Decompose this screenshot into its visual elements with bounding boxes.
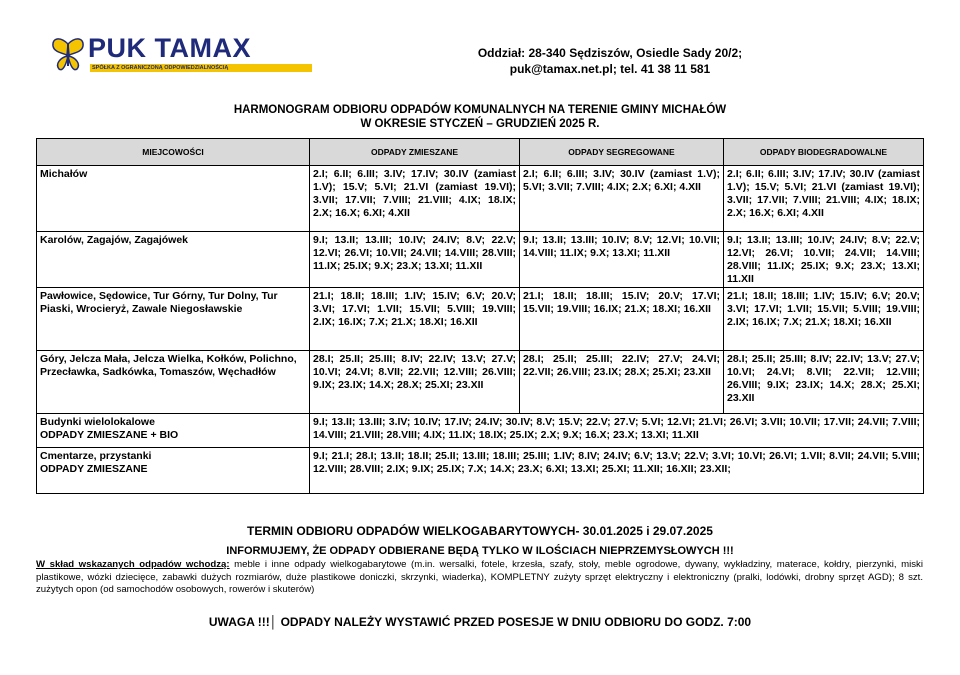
contact-address: Oddział: 28-340 Sędziszów, Osiedle Sady 20/2; <box>477 46 743 60</box>
segregated-dates-cell: 9.I; 13.II; 13.III; 10.IV; 8.V; 12.VI; 10.VII; 14.VIII; 11.IX; 9.X; 13.XI; 11.XII <box>520 232 724 288</box>
company-logo <box>50 33 312 74</box>
table-row <box>37 232 924 288</box>
bulky-waste-note: TERMIN ODBIORU ODPADÓW WIELKOGABARYTOWYCH- 30.01.2025 i 29.07.2025 <box>247 524 713 538</box>
place-name: Budynki wielolokalowe <box>40 416 155 428</box>
warning-note: UWAGA !!!│ ODPADY NALEŻY WYSTAWIĆ PRZED POSESJE W DNIU ODBIORU DO GODZ. 7:00 <box>208 615 752 629</box>
header-mixed: ODPADY ZMIESZANE <box>310 139 520 166</box>
contact-info <box>400 45 820 77</box>
mixed-dates-cell: 9.I; 13.II; 13.III; 10.IV; 24.IV; 8.V; 22.V; 12.VI; 26.VI; 10.VII; 24.VII; 14.VIII; 28.VIII; 11.IX; 25.IX; 9.X; 23.X; 13.XI; 11.XII <box>310 232 520 288</box>
table-header-row <box>37 139 924 166</box>
place-cell <box>37 414 310 448</box>
table-row <box>37 448 924 494</box>
segregated-dates-cell: 21.I; 18.II; 18.III; 15.IV; 20.V; 17.VI; 15.VII; 19.VIII; 16.IX; 21.X; 18.XI; 16.XII <box>520 288 724 351</box>
bio-dates-cell: 21.I; 18.II; 18.III; 1.IV; 15.IV; 6.V; 20.V; 3.VI; 17.VI; 1.VII; 15.VII; 5.VIII; 19.VIII; 2.IX; 16.IX; 7.X; 21.X; 18.XI; 16.XII <box>724 288 924 351</box>
info-note: INFORMUJEMY, ŻE ODPADY ODBIERANE BĘDĄ TYLKO W ILOŚCIACH NIEPRZEMYSŁOWYCH !!! <box>226 545 734 557</box>
table-row <box>37 166 924 232</box>
logo-text: PUK TAMAX <box>88 33 251 63</box>
waste-type-label: ODPADY ZMIESZANE <box>40 463 148 475</box>
place-cell: Karolów, Zagajów, Zagajówek <box>37 232 310 288</box>
header-segregated: ODPADY SEGREGOWANE <box>520 139 724 166</box>
waste-type-label: ODPADY ZMIESZANE + BIO <box>40 429 179 441</box>
place-cell <box>37 448 310 494</box>
bio-dates-cell: 9.I; 13.II; 13.III; 10.IV; 24.IV; 8.V; 22.V; 12.VI; 26.VI; 10.VII; 24.VII; 14.VIII; 28.VIII; 11.IX; 25.IX; 9.X; 23.X; 13.XI; 11.XII <box>724 232 924 288</box>
composition-note <box>36 559 923 597</box>
place-cell: Góry, Jelcza Mała, Jelcza Wielka, Kołków, Polichno, Przecławka, Sadkówka, Tomaszów, Węchadłów <box>37 351 310 414</box>
mixed-dates-cell: 2.I; 6.II; 6.III; 3.IV; 17.IV; 30.IV (zamiast 1.V); 15.V; 5.VI; 21.VI (zamiast 19.VI); 3.VII; 17.VII; 7.VIII; 21.VIII; 4.IX; 18.IX; 2.X; 16.X; 6.XI; 4.XII <box>310 166 520 232</box>
place-cell: Michałów <box>37 166 310 232</box>
segregated-dates-cell: 28.I; 25.II; 25.III; 22.IV; 27.V; 24.VI; 22.VII; 26.VIII; 23.IX; 28.X; 25.XI; 23.XII <box>520 351 724 414</box>
title-line1: HARMONOGRAM ODBIORU ODPADÓW KOMUNALNYCH NA TERENIE GMINY MICHAŁÓW <box>233 104 727 116</box>
mixed-dates-cell: 28.I; 25.II; 25.III; 8.IV; 22.IV; 13.V; 27.V; 10.VI; 24.VI; 8.VII; 22.VII; 12.VIII; 26.VIII; 9.IX; 23.IX; 14.X; 28.X; 25.XI; 23.XII <box>310 351 520 414</box>
mixed-dates-cell: 21.I; 18.II; 18.III; 1.IV; 15.IV; 6.V; 20.V; 3.VI; 17.VI; 1.VII; 15.VII; 5.VIII; 19.VIII; 2.IX; 16.IX; 7.X; 21.X; 18.XI; 16.XII <box>310 288 520 351</box>
title-line2: W OKRESIE STYCZEŃ – GRUDZIEŃ 2025 R. <box>360 118 600 130</box>
contact-email-phone: puk@tamax.net.pl; tel. 41 38 11 581 <box>509 62 711 76</box>
composition-text: meble i inne odpady wielkogabarytowe (m.in. wersalki, fotele, krzesła, szafy, stoły, meble ogrodowe, dywany, wykładziny, materace, kołdry, pierzynki, miski plastikowe, wózki dziecięce, zabawki dużych rozmiarów, duże plastikowe doniczki, skrzynki, wiaderka), KOMPLETNY zużyty sprzęt elektryczny i elektroniczny (pralki, lodówki, drobny sprzęt AGD); 8 szt. zużytych opon (od samochodów osobowych, rowerów i skuterów) <box>36 559 923 595</box>
table-row <box>37 414 924 448</box>
place-cell: Pawłowice, Sędowice, Tur Górny, Tur Dolny, Tur Piaski, Wrocieryż, Zawale Niegosławskie <box>37 288 310 351</box>
document-title <box>140 103 820 131</box>
segregated-dates-cell: 2.I; 6.II; 6.III; 3.IV; 30.IV (zamiast 1.V); 5.VI; 3.VII; 7.VIII; 4.IX; 2.X; 6.XI; 4.XII <box>520 166 724 232</box>
table-row <box>37 351 924 414</box>
schedule-table <box>36 138 924 494</box>
combined-dates-cell: 9.I; 13.II; 13.III; 3.IV; 10.IV; 17.IV; 24.IV; 30.IV; 8.V; 15.V; 22.V; 27.V; 5.VI; 12.VI; 21.VI; 26.VI; 3.VII; 10.VII; 17.VII; 24.VII; 7.VIII; 14.VIII; 21.VIII; 28.VIII; 4.IX; 11.IX; 18.IX; 25.IX; 2.X; 9.X; 16.X; 23.X; 13.XI; 11.XII <box>310 414 924 448</box>
logo-subtext: SPÓŁKA Z OGRANICZONĄ ODPOWIEDZIALNOŚCIĄ <box>90 64 312 72</box>
header-bio: ODPADY BIODEGRADOWALNE <box>724 139 924 166</box>
combined-dates-cell: 9.I; 21.I; 28.I; 13.II; 18.II; 25.II; 13.III; 18.III; 25.III; 1.IV; 8.IV; 24.IV; 6.V; 13.V; 22.V; 3.VI; 10.VI; 26.VI; 1.VII; 8.VII; 24.VII; 5.VIII; 12.VIII; 28.VIII; 2.IX; 9.IX; 25.IX; 7.X; 14.X; 23.X; 6.XI; 13.XI; 25.XI; 11.XII; 16.XII; 23.XII; <box>310 448 924 494</box>
bio-dates-cell: 28.I; 25.II; 25.III; 8.IV; 22.IV; 13.V; 27.V; 10.VI; 24.VI; 8.VII; 22.VII; 12.VIII; 26.VIII; 9.IX; 23.IX; 14.X; 28.X; 25.XI; 23.XII <box>724 351 924 414</box>
butterfly-logo-icon <box>50 36 86 74</box>
table-row <box>37 288 924 351</box>
bio-dates-cell: 2.I; 6.II; 6.III; 3.IV; 17.IV; 30.IV (zamiast 1.V); 15.V; 5.VI; 21.VI (zamiast 19.VI); 3.VII; 17.VII; 7.VIII; 21.VIII; 4.IX; 18.IX; 2.X; 16.X; 6.XI; 4.XII <box>724 166 924 232</box>
header-places: MIEJCOWOŚCI <box>37 139 310 166</box>
place-name: Cmentarze, przystanki <box>40 450 152 462</box>
composition-lead: W skład wskazanych odpadów wchodzą: <box>36 559 230 570</box>
